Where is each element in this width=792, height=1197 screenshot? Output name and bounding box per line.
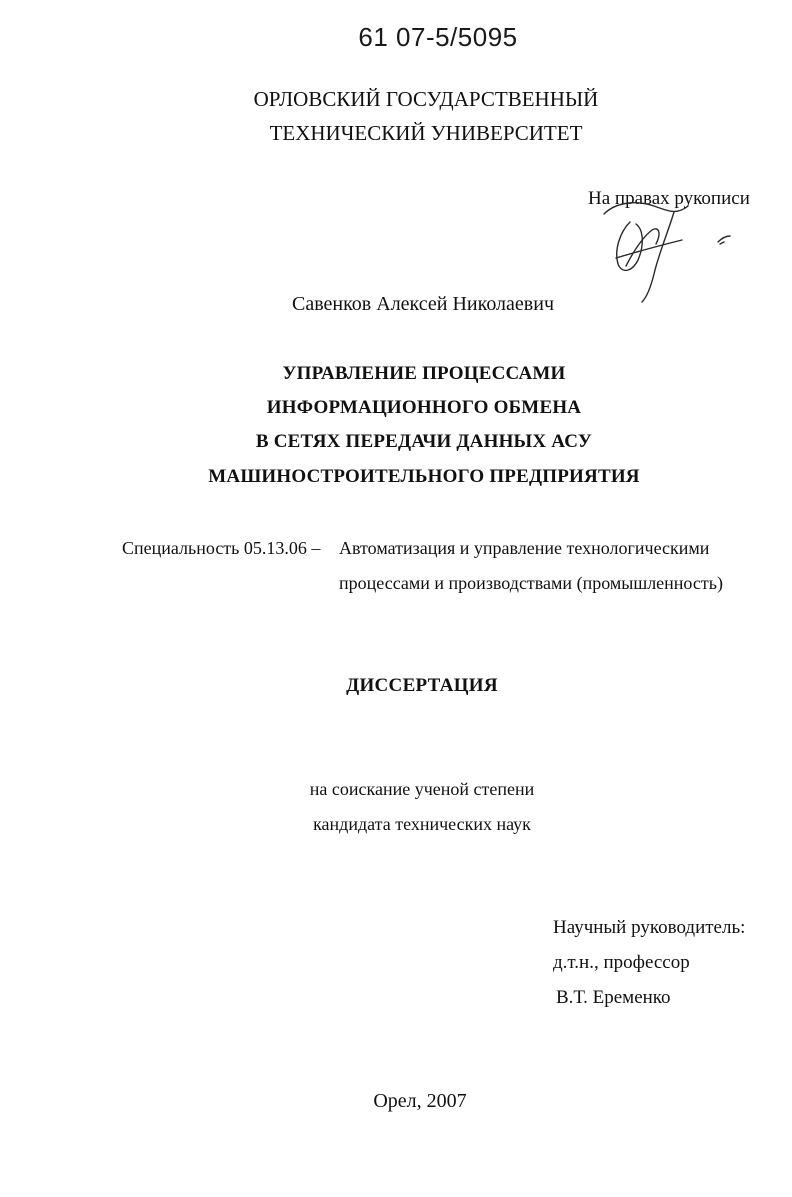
supervisor-name: В.Т. Еременко	[556, 987, 671, 1008]
archive-stamp: 61 07-5/5095	[358, 22, 518, 52]
university-name-line-2: ТЕХНИЧЕСКИЙ УНИВЕРСИТЕТ	[269, 121, 583, 145]
manuscript-note: На правах рукописи	[588, 188, 750, 209]
author-name: Савенков Алексей Николаевич	[291, 293, 554, 315]
thesis-title-line-4: МАШИНОСТРОИТЕЛЬНОГО ПРЕДПРИЯТИЯ	[208, 466, 640, 487]
degree-line-2: кандидата технических наук	[313, 814, 531, 834]
thesis-title-line-1: УПРАВЛЕНИЕ ПРОЦЕССАМИ	[282, 363, 566, 384]
document-type: ДИССЕРТАЦИЯ	[346, 675, 498, 696]
university-name-line-1: ОРЛОВСКИЙ ГОСУДАРСТВЕННЫЙ	[253, 87, 599, 111]
place-and-year: Орел, 2007	[373, 1090, 467, 1112]
supervisor-label: Научный руководитель:	[553, 917, 746, 938]
specialty-description-line-2: процессами и производствами (промышленность)	[339, 573, 723, 593]
thesis-title-line-2: ИНФОРМАЦИОННОГО ОБМЕНА	[266, 397, 582, 418]
degree-line-1: на соискание ученой степени	[309, 779, 535, 799]
specialty-description-line-1: Автоматизация и управление технологическими	[339, 538, 710, 558]
specialty-label: Специальность 05.13.06 –	[122, 538, 321, 558]
thesis-title-line-3: В СЕТЯХ ПЕРЕДАЧИ ДАННЫХ АСУ	[255, 431, 593, 452]
supervisor-title: д.т.н., профессор	[553, 952, 690, 973]
